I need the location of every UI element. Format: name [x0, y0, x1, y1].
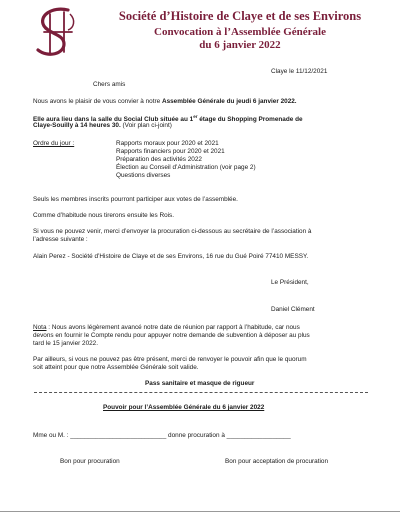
nota-line-3: tard le 15 janvier 2022.	[33, 340, 99, 347]
quorum-line-1: Par ailleurs, si vous ne pouvez pas être présent, merci de renvoyer le pouvoir afin que le quorum	[33, 356, 307, 363]
quorum-line-2: soit atteint pour que notre Assemblée Générale soit valide.	[33, 364, 199, 371]
intro-bold: Assemblée Générale du jeudi 6 janvier 2022.	[161, 98, 297, 105]
agenda-label: Ordre du jour :	[33, 140, 75, 147]
proxy-form-left-label: Bon pour procuration	[60, 458, 120, 465]
place-date: Claye le 11/12/2021	[271, 68, 328, 75]
proxy-form-name-line	[33, 432, 291, 440]
assembly-date-heading: du 6 janvier 2022	[199, 39, 281, 51]
society-monogram-logo	[30, 4, 80, 60]
nota-text: : Nous avons légèrement avancé notre date de réunion par rapport à l’habitude, car nous	[46, 324, 300, 331]
kings-note: Comme d’habitude nous tirerons ensuite les Rois.	[33, 212, 175, 219]
agenda-item: Préparation des activités 2022	[116, 156, 202, 163]
cut-line	[34, 392, 368, 393]
proxy-instruction-2: l’adresse suivante :	[33, 236, 88, 243]
page-bottom-border	[0, 511, 400, 512]
agenda-item: Rapports financiers pour 2020 et 2021	[116, 148, 225, 155]
intro-text: Nous avons le plaisir de vous convier à notre	[33, 98, 162, 105]
organization-name: Société d’Histoire de Claye et de ses Environs	[118, 9, 362, 23]
proxy-form-right-label: Bon pour acceptation de procuration	[225, 458, 329, 465]
venue-text-b: étage du Shopping Promenade de	[197, 116, 303, 124]
letterhead	[30, 4, 380, 60]
proxy-form-grantor: Mme ou M. : ___________________________	[33, 432, 167, 439]
convocation-heading: Convocation à l’Assemblée Générale	[154, 26, 326, 38]
agenda-item: Questions diverses	[116, 172, 171, 179]
proxy-instruction-1: Si vous ne pouvez venir, merci d’envoyer la procuration ci-dessous au secrétaire de l’association à	[33, 228, 312, 235]
members-note: Seuls les membres inscrits pourront participer aux votes de l’assemblée.	[33, 196, 238, 203]
nota-line-2: devons en fournir le Compte rendu pour appuyer notre demande de subvention à déposer au plus	[33, 332, 310, 339]
signature-title: Le Président,	[271, 279, 309, 286]
nota-label: Nota	[33, 324, 47, 331]
venue-line-2	[33, 122, 172, 130]
proxy-form-title: Pouvoir pour l’Assemblée Générale du 6 janvier 2022	[103, 404, 265, 411]
intro-paragraph	[33, 98, 297, 106]
greeting: Chers amis	[93, 81, 126, 88]
venue-superscript: er	[193, 114, 198, 119]
nota-line-1	[33, 324, 300, 332]
venue-text: Elle aura lieu dans la salle du Social Club située au 1	[33, 116, 194, 124]
secretary-address: Alain Perez - Société d’Histoire de Claye et de ses Environs, 16 rue du Gué Poiré 77410 MESSY.	[33, 253, 309, 260]
agenda-item: Rapports moraux pour 2020 et 2021	[116, 140, 219, 147]
proxy-form-grantee: donne procuration à __________________	[166, 432, 291, 439]
sanitary-notice: Pass sanitaire et masque de rigueur	[145, 380, 255, 387]
venue-time: Claye-Souilly à 14 heures 30.	[33, 122, 121, 129]
venue-plan-note: (Voir plan ci-joint)	[120, 122, 172, 129]
signature-name: Daniel Clément	[271, 306, 315, 313]
agenda-item: Élection au Conseil d’Administration (voir page 2)	[116, 164, 256, 171]
